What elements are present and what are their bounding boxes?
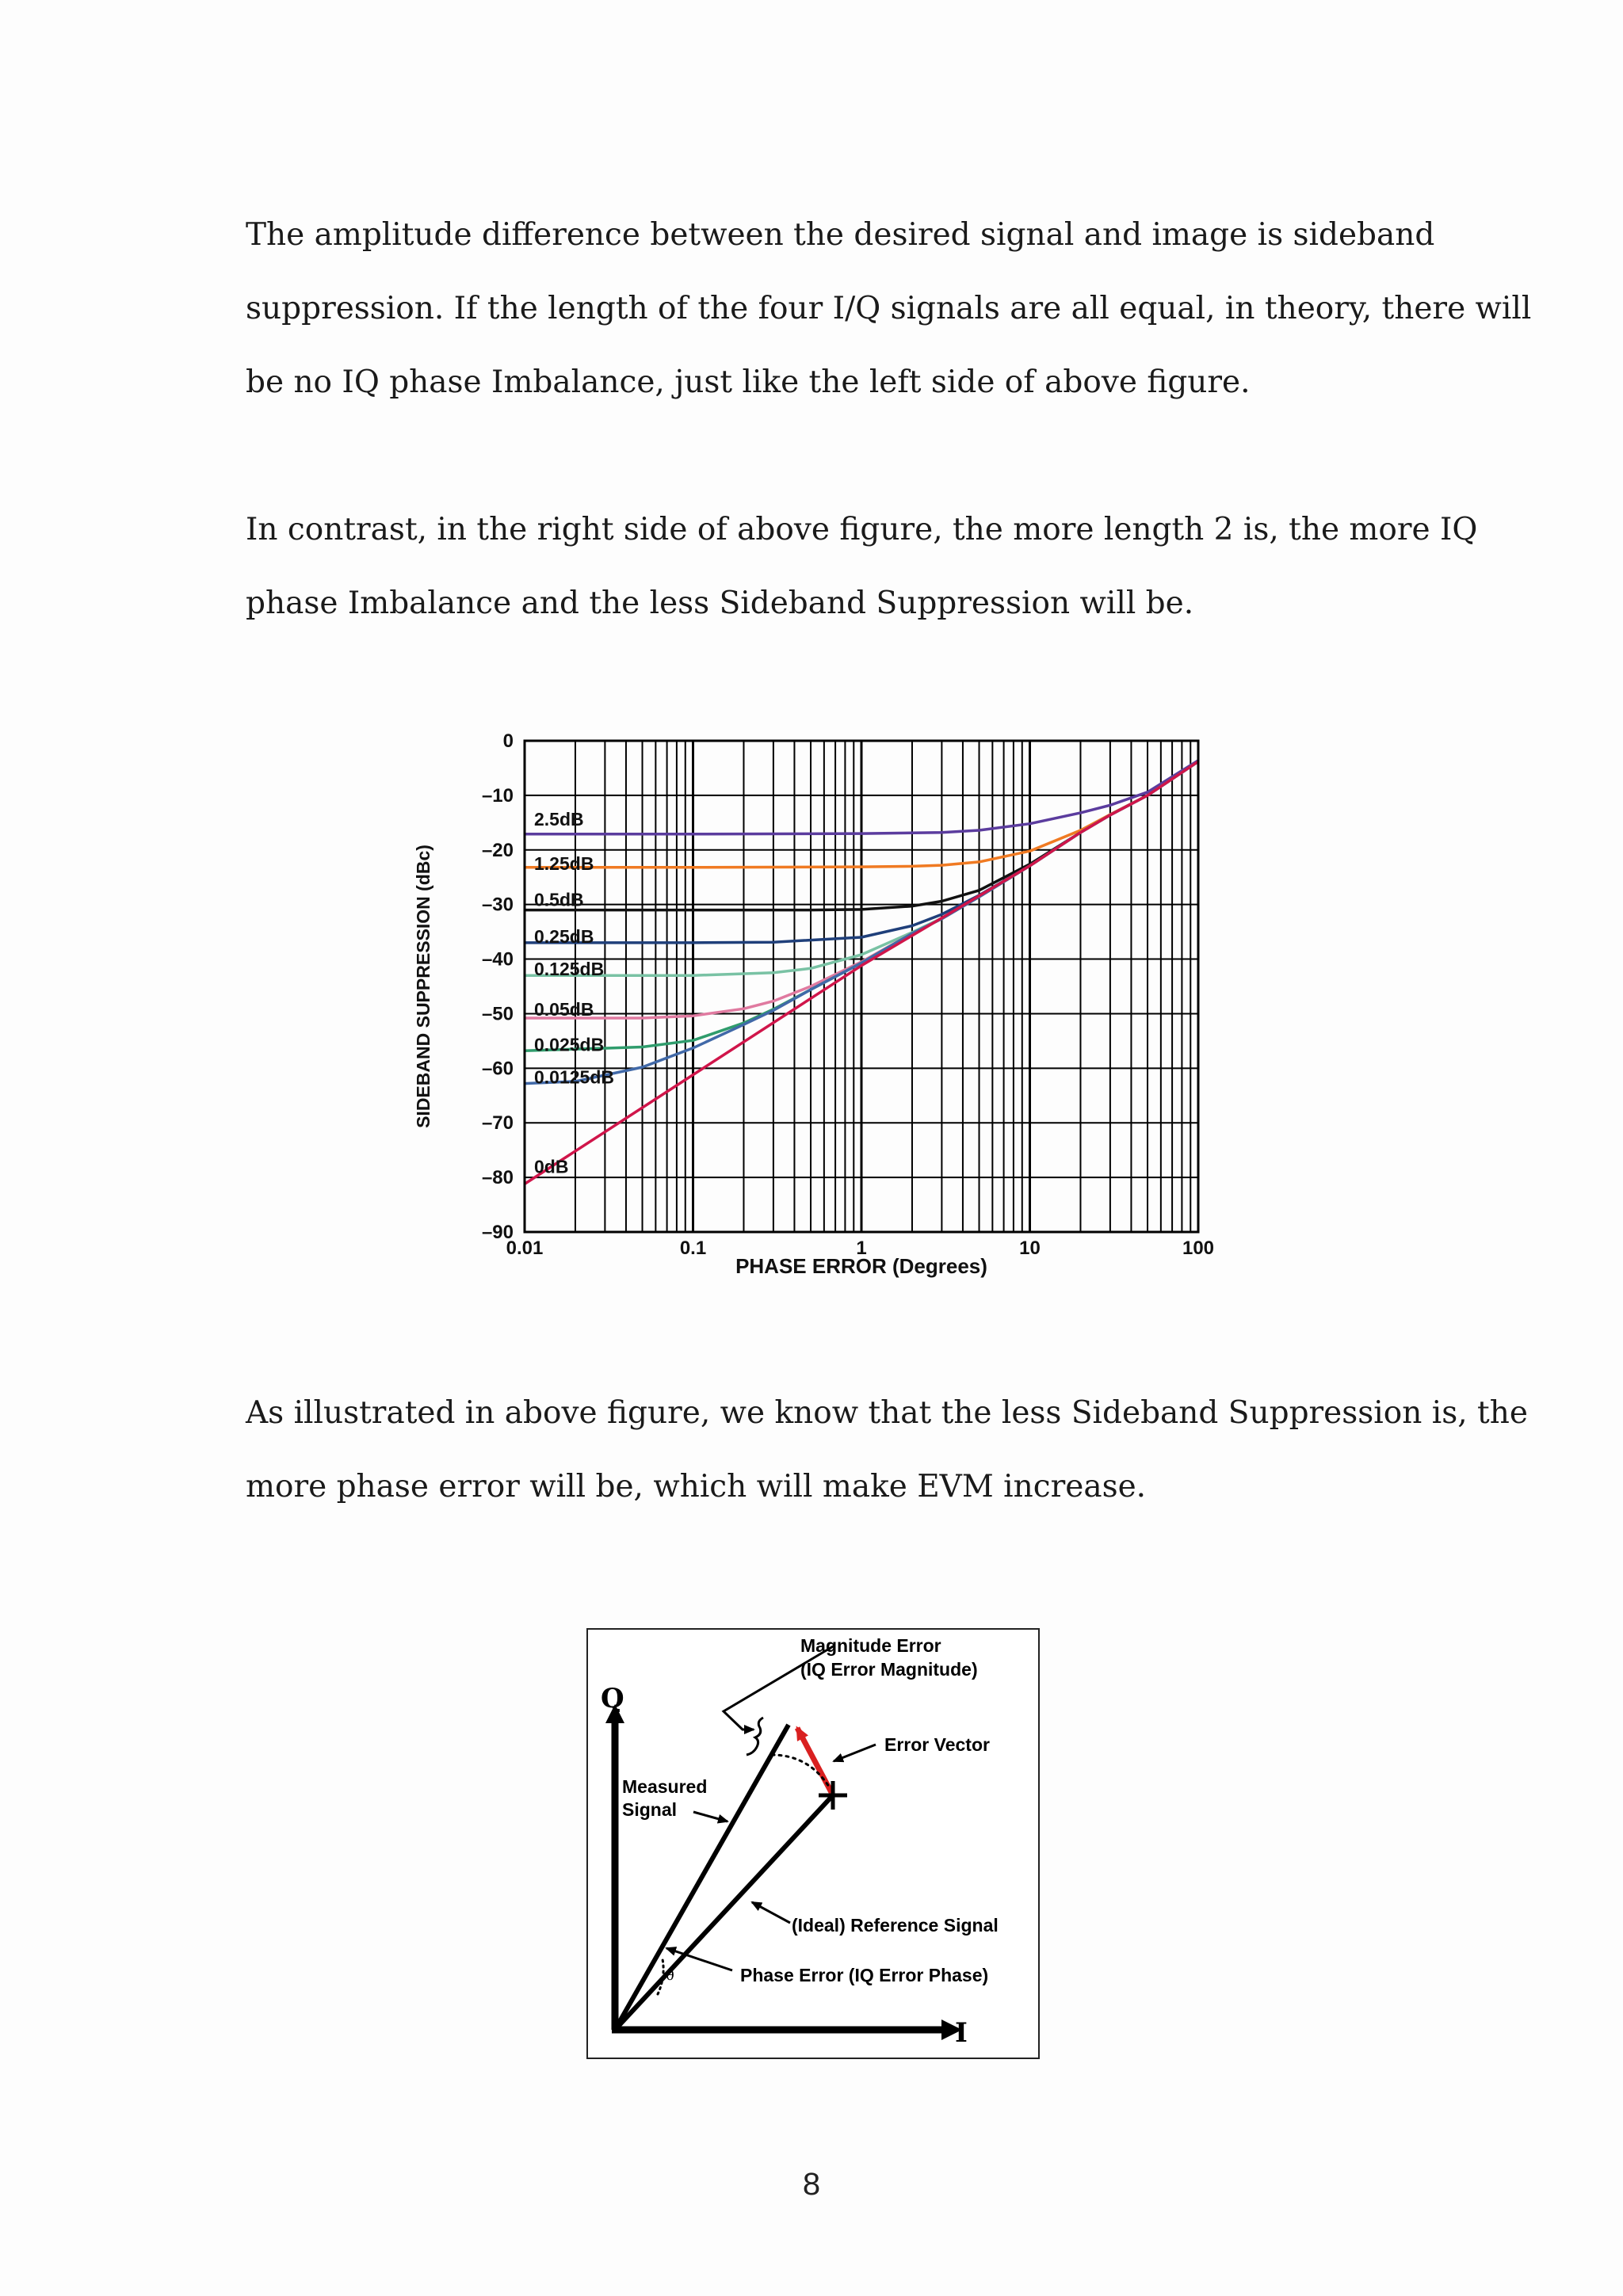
paragraph-line: The amplitude difference between the desired signal and image is sideband [246,217,1435,253]
error-vector-label: Error Vector [884,1734,990,1755]
paragraph-line: more phase error will be, which will make EVM increase. [246,1469,1147,1505]
y-tick-label: –30 [481,894,514,916]
series-label: 0.0125dB [534,1066,615,1088]
y-tick-label: –80 [481,1167,514,1189]
y-tick-label: –40 [481,948,514,971]
paragraph-line: As illustrated in above figure, we know that the less Sideband Suppression is, the [246,1395,1528,1431]
diagram-frame [587,1629,1039,2058]
paragraph-evm [246,1376,1528,1524]
reference-signal-label: (Ideal) Reference Signal [792,1915,999,1936]
series-label: 0.5dB [534,889,584,910]
q-axis-label: Q [601,1683,624,1714]
magnitude-error-sublabel: (IQ Error Magnitude) [800,1659,978,1680]
iq-error-vector-diagram [586,1628,1040,2059]
chart-series-labels [534,809,614,1177]
chart-ticks [482,730,1214,1259]
measured-signal-sublabel: Signal [622,1799,678,1820]
page-number: 8 [802,2167,821,2202]
y-tick-label: –90 [481,1222,514,1243]
x-tick-label: 1 [856,1238,867,1259]
chart-canvas [396,725,1236,1295]
x-tick-label: 0.1 [679,1238,707,1259]
y-tick-label: –70 [481,1112,514,1135]
y-tick-label: –60 [481,1058,514,1080]
series-label: 0.025dB [534,1034,605,1055]
magnitude-error-label: Magnitude Error [800,1635,941,1656]
i-axis-label: I [955,2017,968,2049]
x-tick-label: 10 [1019,1238,1041,1259]
x-tick-label: 0.01 [506,1238,544,1259]
measured-signal-label: Measured [622,1776,708,1797]
paragraph-line: be no IQ phase Imbalance, just like the left side of above figure. [246,364,1251,400]
y-tick-label: –10 [481,784,514,807]
y-tick-label: 0 [502,730,514,752]
paragraph-line: suppression. If the length of the four I/Q signals are all equal, in theory, there will [246,291,1532,326]
series-label: 0.05dB [534,998,594,1020]
x-axis-label: PHASE ERROR (Degrees) [735,1254,987,1278]
series-label: 0.125dB [534,959,605,980]
paragraph-phase-imbalance [246,493,1478,640]
series-label: 0dB [534,1156,569,1177]
theta-label: θ [666,1967,674,1984]
sideband-suppression-chart [396,725,1236,1295]
series-label: 1.25dB [534,852,594,874]
x-tick-label: 100 [1182,1238,1215,1259]
y-tick-label: –50 [481,1003,514,1025]
series-label: 2.5dB [534,808,584,830]
y-axis-label: SIDEBAND SUPPRESSION (dBc) [413,845,433,1128]
diagram-canvas [586,1628,1040,2059]
paragraph-line: In contrast, in the right side of above figure, the more length 2 is, the more IQ [246,512,1478,547]
y-tick-label: –20 [481,839,514,861]
chart-grid [525,741,1198,1232]
phase-error-label: Phase Error (IQ Error Phase) [740,1965,989,1985]
series-label: 0.25dB [534,925,594,947]
paragraph-sideband-suppression [246,198,1532,419]
paragraph-line: phase Imbalance and the less Sideband Suppression will be. [246,585,1194,621]
